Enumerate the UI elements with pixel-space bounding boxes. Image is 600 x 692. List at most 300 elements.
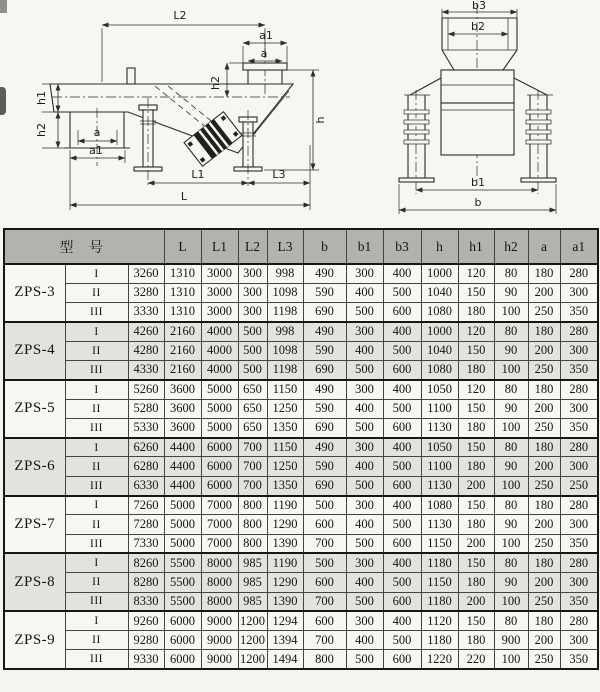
table-row	[4, 592, 598, 611]
type-cell: III	[65, 534, 128, 553]
value-cell: 180	[528, 438, 560, 457]
value-cell: 4400	[164, 476, 201, 495]
value-cell: 4330	[128, 360, 164, 379]
value-cell: 2160	[164, 322, 201, 341]
value-cell: 2160	[164, 360, 201, 379]
value-cell: 300	[560, 399, 598, 418]
value-cell: 500	[238, 341, 267, 360]
scan-artifact	[0, 0, 7, 13]
value-cell: 800	[303, 650, 346, 669]
value-cell: 1190	[267, 496, 303, 515]
value-cell: 6000	[164, 650, 201, 669]
value-cell: 100	[494, 534, 528, 553]
type-cell: II	[65, 457, 128, 476]
support-leg-left	[399, 95, 434, 182]
value-cell: 400	[383, 496, 421, 515]
value-cell: 150	[458, 611, 494, 630]
dim-label-a1-bottom: a1	[89, 144, 103, 157]
value-cell: 1198	[267, 360, 303, 379]
value-cell: 300	[346, 380, 383, 399]
value-cell: 350	[560, 534, 598, 553]
value-cell: 3280	[128, 283, 164, 302]
dim-label-h2-inlet: h2	[209, 76, 222, 90]
table-row	[4, 650, 598, 669]
value-cell: 9280	[128, 631, 164, 650]
value-cell: 5500	[164, 553, 201, 572]
value-cell: 1390	[267, 592, 303, 611]
dim-label-a-top: a	[260, 47, 268, 60]
value-cell: 300	[346, 438, 383, 457]
model-cell: ZPS-4	[4, 322, 65, 380]
value-cell: 1040	[421, 341, 458, 360]
value-cell: 1250	[267, 399, 303, 418]
value-cell: 1350	[267, 418, 303, 437]
dimension-table	[3, 228, 599, 670]
value-cell: 300	[560, 283, 598, 302]
value-cell: 200	[458, 534, 494, 553]
value-cell: 400	[383, 380, 421, 399]
value-cell: 400	[383, 553, 421, 572]
value-cell: 180	[528, 264, 560, 283]
value-cell: 500	[346, 303, 383, 322]
dim-label-L3: L3	[272, 168, 286, 181]
value-cell: 600	[383, 360, 421, 379]
top-bracket	[127, 68, 135, 84]
value-cell: 1310	[164, 283, 201, 302]
value-cell: 300	[560, 457, 598, 476]
table-row	[4, 573, 598, 592]
column-header-b3: b3	[383, 229, 421, 264]
value-cell: 400	[346, 341, 383, 360]
value-cell: 700	[303, 631, 346, 650]
value-cell: 500	[383, 515, 421, 534]
value-cell: 500	[346, 476, 383, 495]
value-cell: 998	[267, 322, 303, 341]
type-cell: I	[65, 380, 128, 399]
value-cell: 6000	[164, 611, 201, 630]
type-cell: I	[65, 264, 128, 283]
type-cell: I	[65, 611, 128, 630]
value-cell: 90	[494, 573, 528, 592]
value-cell: 200	[528, 573, 560, 592]
type-cell: II	[65, 341, 128, 360]
dim-label-h: h	[314, 116, 327, 124]
table-row	[4, 322, 598, 341]
value-cell: 100	[494, 360, 528, 379]
value-cell: 1040	[421, 283, 458, 302]
value-cell: 500	[383, 457, 421, 476]
value-cell: 1290	[267, 573, 303, 592]
value-cell: 1350	[267, 476, 303, 495]
value-cell: 700	[303, 592, 346, 611]
table-row	[4, 515, 598, 534]
value-cell: 8000	[201, 573, 238, 592]
value-cell: 490	[303, 264, 346, 283]
value-cell: 600	[383, 592, 421, 611]
value-cell: 600	[383, 418, 421, 437]
value-cell: 120	[458, 264, 494, 283]
value-cell: 280	[560, 264, 598, 283]
value-cell: 600	[303, 573, 346, 592]
value-cell: 300	[238, 283, 267, 302]
value-cell: 7260	[128, 496, 164, 515]
value-cell: 180	[458, 303, 494, 322]
table-row	[4, 496, 598, 515]
value-cell: 7280	[128, 515, 164, 534]
value-cell: 1150	[267, 438, 303, 457]
value-cell: 400	[383, 264, 421, 283]
vibration-motor	[184, 112, 242, 166]
value-cell: 1080	[421, 360, 458, 379]
value-cell: 1390	[267, 534, 303, 553]
column-header-L1: L1	[201, 229, 238, 264]
value-cell: 800	[238, 534, 267, 553]
value-cell: 400	[346, 399, 383, 418]
dim-label-h1: h1	[35, 91, 48, 105]
value-cell: 500	[383, 631, 421, 650]
value-cell: 1098	[267, 341, 303, 360]
value-cell: 7000	[201, 534, 238, 553]
value-cell: 300	[560, 573, 598, 592]
value-cell: 1310	[164, 303, 201, 322]
value-cell: 1100	[421, 457, 458, 476]
value-cell: 1180	[421, 592, 458, 611]
column-header-h2: h2	[494, 229, 528, 264]
value-cell: 7000	[201, 496, 238, 515]
value-cell: 1080	[421, 496, 458, 515]
value-cell: 280	[560, 438, 598, 457]
value-cell: 90	[494, 457, 528, 476]
value-cell: 600	[303, 515, 346, 534]
value-cell: 9000	[201, 650, 238, 669]
value-cell: 1130	[421, 515, 458, 534]
value-cell: 400	[346, 515, 383, 534]
type-cell: III	[65, 650, 128, 669]
value-cell: 1080	[421, 303, 458, 322]
value-cell: 9260	[128, 611, 164, 630]
value-cell: 200	[528, 341, 560, 360]
value-cell: 500	[346, 650, 383, 669]
value-cell: 280	[560, 553, 598, 572]
dim-label-a-bottom: a	[93, 126, 101, 139]
value-cell: 500	[238, 322, 267, 341]
value-cell: 6000	[201, 457, 238, 476]
value-cell: 7000	[201, 515, 238, 534]
value-cell: 1000	[421, 322, 458, 341]
type-cell: I	[65, 496, 128, 515]
value-cell: 100	[494, 476, 528, 495]
type-cell: II	[65, 515, 128, 534]
value-cell: 985	[238, 553, 267, 572]
table-row	[4, 418, 598, 437]
scan-artifact	[0, 87, 6, 115]
table-row	[4, 631, 598, 650]
value-cell: 5000	[164, 496, 201, 515]
value-cell: 100	[494, 418, 528, 437]
value-cell: 250	[528, 476, 560, 495]
dim-label-L1: L1	[191, 168, 205, 181]
technical-drawings	[0, 0, 600, 228]
value-cell: 200	[528, 515, 560, 534]
value-cell: 998	[267, 264, 303, 283]
value-cell: 600	[303, 611, 346, 630]
type-cell: I	[65, 438, 128, 457]
value-cell: 8280	[128, 573, 164, 592]
value-cell: 5000	[201, 399, 238, 418]
value-cell: 6000	[201, 438, 238, 457]
value-cell: 300	[560, 631, 598, 650]
value-cell: 600	[383, 303, 421, 322]
value-cell: 1220	[421, 650, 458, 669]
value-cell: 6280	[128, 457, 164, 476]
value-cell: 180	[458, 573, 494, 592]
value-cell: 200	[458, 476, 494, 495]
value-cell: 400	[383, 611, 421, 630]
value-cell: 200	[528, 631, 560, 650]
value-cell: 250	[528, 360, 560, 379]
value-cell: 400	[346, 283, 383, 302]
value-cell: 5500	[164, 592, 201, 611]
table-row	[4, 341, 598, 360]
table-row	[4, 399, 598, 418]
value-cell: 4260	[128, 322, 164, 341]
value-cell: 9000	[201, 631, 238, 650]
trough-body	[50, 68, 293, 153]
value-cell: 250	[560, 476, 598, 495]
value-cell: 490	[303, 322, 346, 341]
column-header-h1: h1	[458, 229, 494, 264]
value-cell: 1200	[238, 650, 267, 669]
value-cell: 1150	[421, 534, 458, 553]
value-cell: 400	[383, 322, 421, 341]
value-cell: 150	[458, 553, 494, 572]
value-cell: 600	[383, 476, 421, 495]
value-cell: 350	[560, 418, 598, 437]
value-cell: 120	[458, 322, 494, 341]
value-cell: 500	[383, 573, 421, 592]
value-cell: 1190	[267, 553, 303, 572]
type-cell: III	[65, 418, 128, 437]
type-cell: I	[65, 553, 128, 572]
value-cell: 350	[560, 650, 598, 669]
value-cell: 180	[458, 418, 494, 437]
value-cell: 500	[383, 283, 421, 302]
value-cell: 6330	[128, 476, 164, 495]
dim-label-L2: L2	[173, 9, 187, 22]
value-cell: 690	[303, 418, 346, 437]
dimension-lines	[35, 9, 327, 210]
value-cell: 800	[238, 515, 267, 534]
value-cell: 6000	[201, 476, 238, 495]
type-cell: III	[65, 476, 128, 495]
value-cell: 180	[458, 631, 494, 650]
table-row	[4, 360, 598, 379]
model-cell: ZPS-5	[4, 380, 65, 438]
value-cell: 6260	[128, 438, 164, 457]
value-cell: 1310	[164, 264, 201, 283]
value-cell: 1294	[267, 611, 303, 630]
value-cell: 300	[238, 303, 267, 322]
value-cell: 590	[303, 341, 346, 360]
value-cell: 600	[383, 534, 421, 553]
value-cell: 200	[528, 457, 560, 476]
column-header-b1: b1	[346, 229, 383, 264]
value-cell: 590	[303, 283, 346, 302]
model-cell: ZPS-9	[4, 611, 65, 669]
value-cell: 4280	[128, 341, 164, 360]
value-cell: 350	[560, 360, 598, 379]
value-cell: 800	[238, 496, 267, 515]
value-cell: 1050	[421, 380, 458, 399]
value-cell: 250	[528, 303, 560, 322]
type-cell: II	[65, 283, 128, 302]
value-cell: 300	[346, 611, 383, 630]
column-header-h: h	[421, 229, 458, 264]
type-cell: III	[65, 303, 128, 322]
value-cell: 280	[560, 380, 598, 399]
model-cell: ZPS-6	[4, 438, 65, 496]
dim-label-b1: b1	[471, 176, 485, 189]
value-cell: 300	[346, 553, 383, 572]
value-cell: 690	[303, 476, 346, 495]
value-cell: 90	[494, 283, 528, 302]
column-header-L3: L3	[267, 229, 303, 264]
value-cell: 650	[238, 399, 267, 418]
value-cell: 8330	[128, 592, 164, 611]
value-cell: 5000	[201, 418, 238, 437]
value-cell: 8260	[128, 553, 164, 572]
value-cell: 5330	[128, 418, 164, 437]
value-cell: 100	[494, 592, 528, 611]
value-cell: 180	[458, 457, 494, 476]
value-cell: 4400	[164, 457, 201, 476]
value-cell: 2160	[164, 341, 201, 360]
column-header-L: L	[164, 229, 201, 264]
value-cell: 80	[494, 380, 528, 399]
value-cell: 700	[238, 457, 267, 476]
value-cell: 690	[303, 360, 346, 379]
value-cell: 700	[238, 438, 267, 457]
value-cell: 200	[528, 283, 560, 302]
value-cell: 250	[528, 650, 560, 669]
value-cell: 90	[494, 399, 528, 418]
value-cell: 1130	[421, 418, 458, 437]
value-cell: 250	[528, 592, 560, 611]
value-cell: 1130	[421, 476, 458, 495]
value-cell: 690	[303, 303, 346, 322]
value-cell: 250	[528, 418, 560, 437]
value-cell: 150	[458, 399, 494, 418]
value-cell: 4000	[201, 360, 238, 379]
table-row	[4, 611, 598, 630]
value-cell: 1200	[238, 611, 267, 630]
value-cell: 250	[528, 534, 560, 553]
value-cell: 220	[458, 650, 494, 669]
value-cell: 500	[346, 592, 383, 611]
value-cell: 150	[458, 341, 494, 360]
model-header-cell: 型 号	[4, 229, 164, 264]
value-cell: 500	[346, 360, 383, 379]
value-cell: 1200	[238, 631, 267, 650]
value-cell: 100	[494, 650, 528, 669]
value-cell: 3000	[201, 303, 238, 322]
value-cell: 1000	[421, 264, 458, 283]
value-cell: 120	[458, 380, 494, 399]
value-cell: 6000	[164, 631, 201, 650]
value-cell: 7330	[128, 534, 164, 553]
column-header-L2: L2	[238, 229, 267, 264]
value-cell: 180	[458, 515, 494, 534]
column-header-a: a	[528, 229, 560, 264]
value-cell: 180	[458, 360, 494, 379]
value-cell: 3330	[128, 303, 164, 322]
value-cell: 3000	[201, 283, 238, 302]
value-cell: 500	[303, 553, 346, 572]
value-cell: 280	[560, 322, 598, 341]
value-cell: 400	[383, 438, 421, 457]
value-cell: 9330	[128, 650, 164, 669]
type-cell: II	[65, 631, 128, 650]
value-cell: 500	[346, 418, 383, 437]
value-cell: 8000	[201, 592, 238, 611]
value-cell: 5500	[164, 573, 201, 592]
table-row	[4, 380, 598, 399]
value-cell: 4000	[201, 322, 238, 341]
dim-label-b: b	[474, 196, 482, 209]
value-cell: 1120	[421, 611, 458, 630]
value-cell: 300	[238, 264, 267, 283]
value-cell: 4000	[201, 341, 238, 360]
value-cell: 500	[238, 360, 267, 379]
value-cell: 5000	[164, 534, 201, 553]
value-cell: 1394	[267, 631, 303, 650]
value-cell: 9000	[201, 611, 238, 630]
dim-label-h2-left: h2	[35, 123, 48, 137]
table-row	[4, 438, 598, 457]
end-view-drawing	[390, 0, 600, 228]
value-cell: 3600	[164, 380, 201, 399]
value-cell: 300	[346, 496, 383, 515]
value-cell: 300	[346, 264, 383, 283]
value-cell: 985	[238, 573, 267, 592]
table-row	[4, 534, 598, 553]
column-header-a1: a1	[560, 229, 598, 264]
value-cell: 180	[528, 611, 560, 630]
value-cell: 280	[560, 496, 598, 515]
value-cell: 1494	[267, 650, 303, 669]
value-cell: 300	[560, 341, 598, 360]
value-cell: 90	[494, 515, 528, 534]
support-leg-left	[134, 98, 162, 186]
value-cell: 590	[303, 399, 346, 418]
model-cell: ZPS-7	[4, 496, 65, 554]
table-row	[4, 457, 598, 476]
value-cell: 1290	[267, 515, 303, 534]
value-cell: 1098	[267, 283, 303, 302]
value-cell: 300	[560, 515, 598, 534]
value-cell: 400	[346, 573, 383, 592]
dim-label-b2: b2	[471, 20, 485, 33]
value-cell: 3600	[164, 399, 201, 418]
value-cell: 700	[238, 476, 267, 495]
value-cell: 500	[383, 341, 421, 360]
value-cell: 590	[303, 457, 346, 476]
table-row	[4, 303, 598, 322]
support-leg-right	[521, 95, 556, 182]
type-cell: I	[65, 322, 128, 341]
value-cell: 1198	[267, 303, 303, 322]
type-cell: II	[65, 399, 128, 418]
